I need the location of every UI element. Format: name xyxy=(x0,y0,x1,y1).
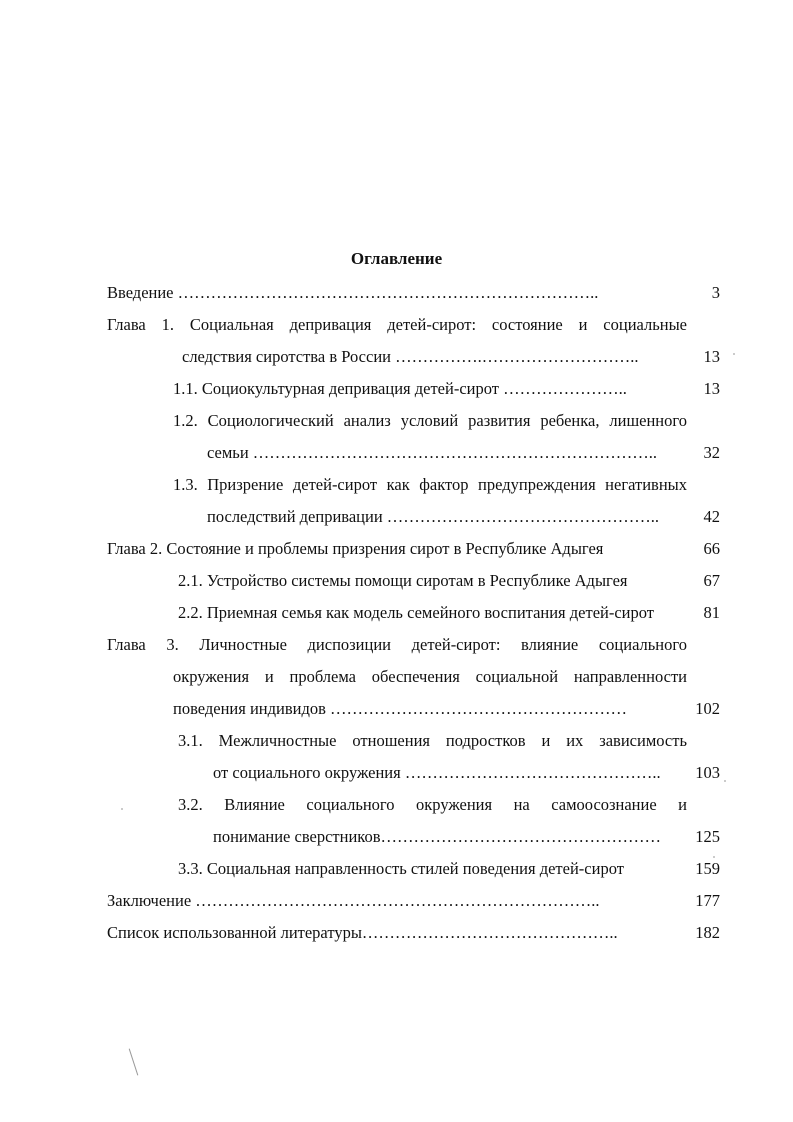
toc-page-section-3-2: 125 xyxy=(695,827,720,846)
scan-speck xyxy=(121,808,123,810)
toc-entry-chapter-3-line-1: Глава 3. Личностные диспозиции детей-сирот: влияние социального xyxy=(107,635,687,654)
scan-speck xyxy=(713,856,715,858)
toc-page-conclusion: 177 xyxy=(695,891,720,910)
toc-page-chapter-2: 66 xyxy=(703,539,720,558)
toc-entry-section-1-3-line-1: 1.3. Призрение детей-сирот как фактор предупреждения негативных xyxy=(173,475,687,494)
toc-page-introduction: 3 xyxy=(711,283,720,302)
toc-entry-section-3-3: 3.3. Социальная направленность стилей поведения детей-сирот xyxy=(178,859,624,878)
toc-entry-chapter-3-line-2: окружения и проблема обеспечения социальной направленности xyxy=(173,667,687,686)
toc-entry-bibliography: Список использованной литературы……………………………………….. xyxy=(107,923,618,942)
scan-speck xyxy=(733,353,735,355)
toc-page-chapter-1: 13 xyxy=(703,347,720,366)
toc-page-chapter-3: 102 xyxy=(695,699,720,718)
toc-page-section-2-2: 81 xyxy=(703,603,720,622)
toc-entry-section-3-2-line-2: понимание сверстников…………………………………………… xyxy=(213,827,662,846)
toc-page-section-3-1: 103 xyxy=(695,763,720,782)
toc-page-section-2-1: 67 xyxy=(703,571,720,590)
toc-entry-introduction: Введение ………………………………………………………………….. xyxy=(107,283,599,302)
toc-entry-section-3-2-line-1: 3.2. Влияние социального окружения на самоосознание и xyxy=(178,795,687,814)
toc-entry-chapter-2: Глава 2. Состояние и проблемы призрения сирот в Республике Адыгея xyxy=(107,539,604,558)
toc-entry-chapter-3-line-3: поведения индивидов ……………………………………………… xyxy=(173,699,628,718)
toc-page-section-3-3: 159 xyxy=(695,859,720,878)
toc-entry-chapter-1-line-2: следствия сиротства в России …………….……………………….. xyxy=(182,347,639,366)
toc-entry-section-1-3-line-2: последствий депривации ………………………………………….. xyxy=(207,507,660,526)
toc-entry-section-1-2-line-2: семьи ……………………………………………………………….. xyxy=(207,443,658,462)
toc-entry-section-2-2: 2.2. Приемная семья как модель семейного воспитания детей-сирот xyxy=(178,603,654,622)
toc-entry-section-3-1-line-1: 3.1. Межличностные отношения подростков и их зависимость xyxy=(178,731,687,750)
scan-speck xyxy=(724,780,726,782)
scan-scratch xyxy=(129,1049,139,1076)
toc-entry-conclusion: Заключение ……………………………………………………………….. xyxy=(107,891,600,910)
toc-entry-section-1-1: 1.1. Социокультурная депривация детей-сирот ………………….. xyxy=(173,379,627,398)
toc-page-bibliography: 182 xyxy=(695,923,720,942)
toc-page-section-1-3: 42 xyxy=(703,507,720,526)
toc-page-section-1-2: 32 xyxy=(703,443,720,462)
toc-entry-section-1-2-line-1: 1.2. Социологический анализ условий развития ребенка, лишенного xyxy=(173,411,687,430)
toc-entry-section-3-1-line-2: от социального окружения ……………………………………….. xyxy=(213,763,661,782)
toc-entry-chapter-1-line-1: Глава 1. Социальная депривация детей-сирот: состояние и социальные xyxy=(107,315,687,334)
toc-page-section-1-1: 13 xyxy=(703,379,720,398)
toc-title: Оглавление xyxy=(350,249,443,268)
toc-entry-section-2-1: 2.1. Устройство системы помощи сиротам в Республике Адыгея xyxy=(178,571,628,590)
